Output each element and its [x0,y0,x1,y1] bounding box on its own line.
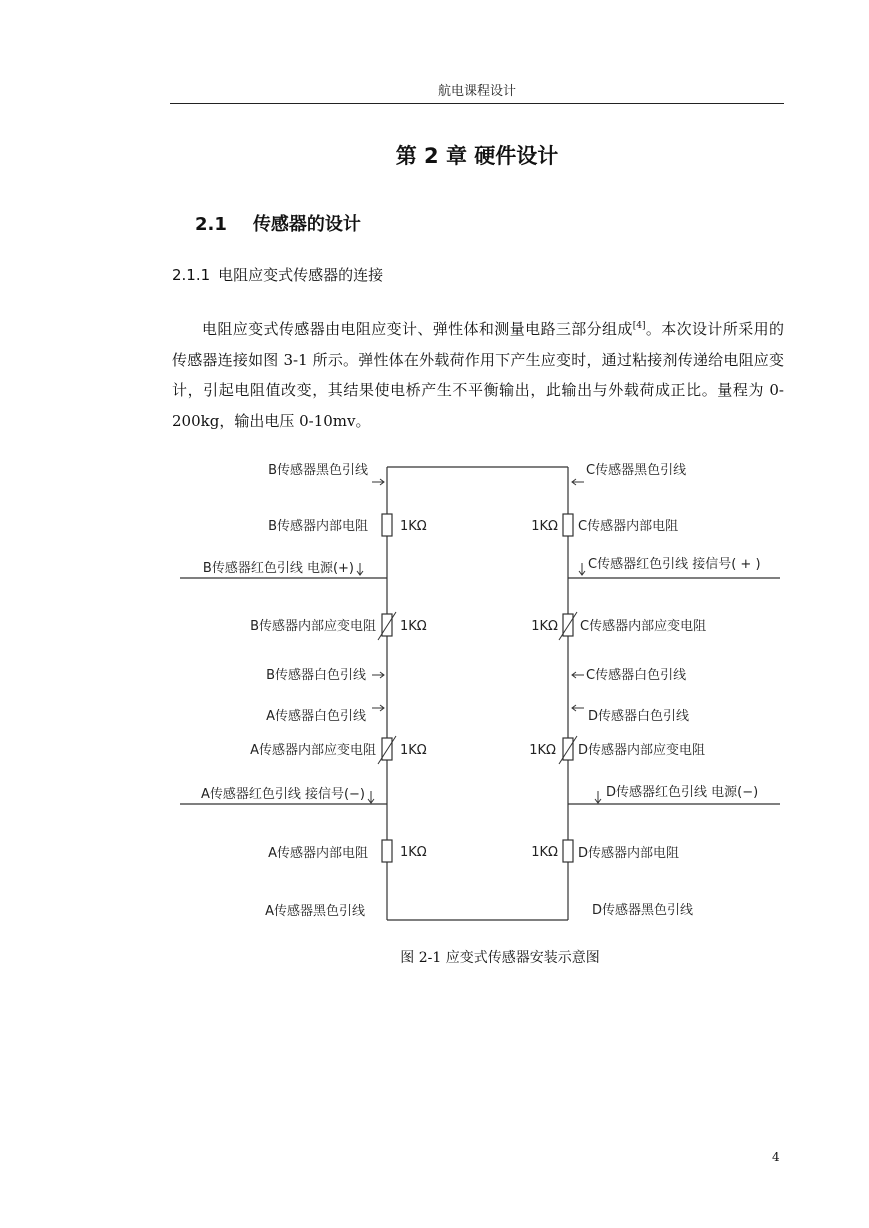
c-internal-resistor [563,514,573,536]
subsection-number: 2.1.1 [172,266,211,284]
a-white-lead-label: A传感器白色引线 [266,709,366,724]
c-strain-resistor [563,614,573,636]
b-internal-resistor [382,514,392,536]
c-white-lead-label: C传感器白色引线 [586,668,687,683]
a-strain-resistor-label: A传感器内部应变电阻 [250,743,376,758]
paragraph-text-b: 。本次设计所采用的传感器连接如图 3-1 所示。弹性体在外载荷作用下产生应变时，通过粘接剂传递给电阻应变计，引起电阻值改变，其结果使电桥产生不平衡输出，此输出与外载荷成正比。量程为 0-200kg，输出电压 0-10mv。 [172,320,784,430]
strain-gauge-diagram [170,450,790,930]
b-strain-resistor-label: B传感器内部应变电阻 [250,619,376,634]
section-number: 2.1 [195,214,227,235]
page-number: 4 [772,1150,780,1164]
c-red-lead-label: C传感器红色引线 接信号( + ) [588,557,761,572]
chapter-title: 第 2 章 硬件设计 [395,144,559,168]
body-paragraph [172,311,784,436]
a-internal-resistor [382,840,392,862]
b-internal-resistance-value: 1KΩ [400,519,427,534]
d-strain-resistance-value: 1KΩ [529,743,556,758]
d-internal-resistance-value: 1KΩ [531,845,558,860]
d-white-lead-label: D传感器白色引线 [588,709,690,724]
b-strain-resistance-value: 1KΩ [400,619,427,634]
d-red-lead-label: D传感器红色引线 电源(−) [606,785,759,800]
subsection-title: 电阻应变式传感器的连接 [218,266,384,284]
b-black-lead-label: B传感器黑色引线 [268,463,368,478]
a-strain-resistance-value: 1KΩ [400,743,427,758]
b-white-lead-label: B传感器白色引线 [266,668,366,683]
d-strain-resistor-label: D传感器内部应变电阻 [578,743,706,758]
d-internal-resistor-label: D传感器内部电阻 [578,846,680,861]
figure-caption: 图 2-1 应变式传感器安装示意图 [400,950,600,966]
section-title: 传感器的设计 [252,214,361,235]
d-black-lead-label: D传感器黑色引线 [592,903,694,918]
c-internal-resistor-label: C传感器内部电阻 [578,519,679,534]
a-black-lead-label: A传感器黑色引线 [265,904,365,919]
a-red-lead-label: A传感器红色引线 接信号(−) [200,787,365,802]
a-strain-resistor [382,738,392,760]
c-strain-resistance-value: 1KΩ [531,619,558,634]
d-strain-resistor [563,738,573,760]
a-internal-resistor-label: A传感器内部电阻 [268,846,368,861]
running-header: 航电课程设计 [437,84,516,99]
a-internal-resistance-value: 1KΩ [400,845,427,860]
c-strain-resistor-label: C传感器内部应变电阻 [580,619,707,634]
paragraph-text-a: 电阻应变式传感器由电阻应变计、弹性体和测量电路三部分组成 [202,320,633,338]
c-black-lead-label: C传感器黑色引线 [586,463,687,478]
b-internal-resistor-label: B传感器内部电阻 [268,519,368,534]
c-internal-resistance-value: 1KΩ [531,519,558,534]
citation: [4] [632,321,646,331]
subsection-heading [172,264,383,285]
b-strain-resistor [382,614,392,636]
d-internal-resistor [563,840,573,862]
section-heading [195,210,361,236]
header-rule [170,103,784,104]
b-red-lead-label: B传感器红色引线 电源(+) [202,561,354,576]
